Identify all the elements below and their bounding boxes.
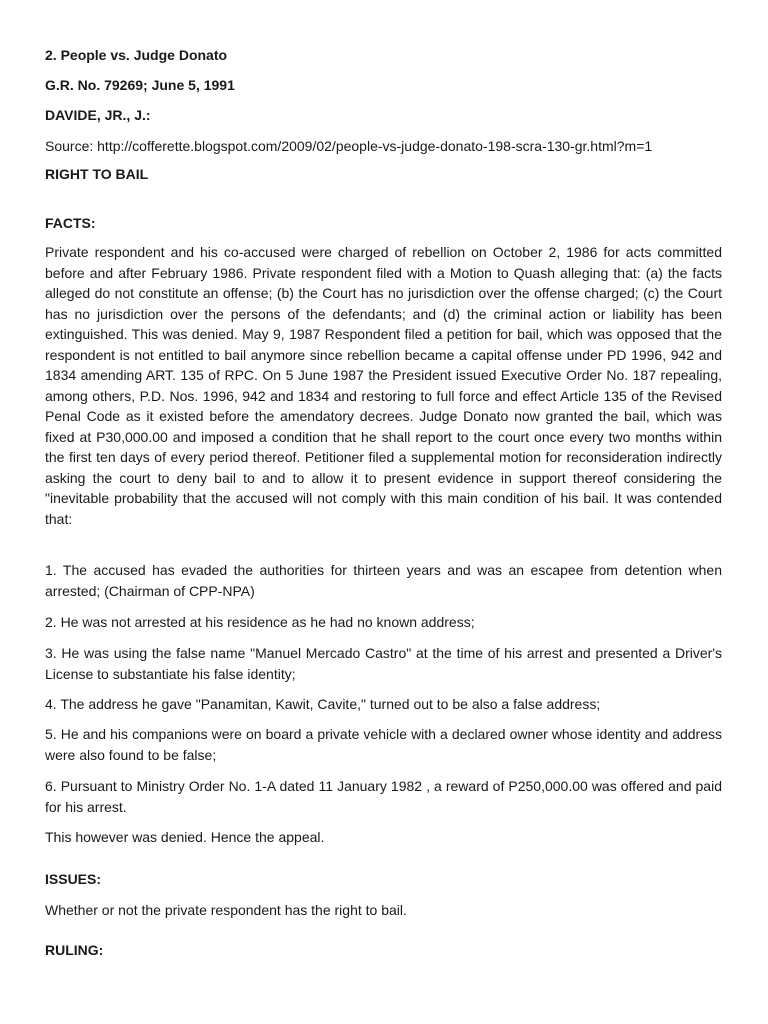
case-title: 2. People vs. Judge Donato <box>45 47 228 63</box>
issues-paragraph: Whether or not the private respondent has the right to bail. <box>45 902 407 918</box>
facts-item-4: 4. The address he gave "Panamitan, Kawit, Cavite," turned out to be also a false address; <box>45 696 601 712</box>
source-line: Source: http://cofferette.blogspot.com/2009/02/people-vs-judge-donato-198-scra-130-gr.html?m=1 <box>45 138 653 154</box>
ruling-heading: RULING: <box>45 942 104 958</box>
facts-item-5: 5. He and his companions were on board a private vehicle with a declared owner whose identity and address were also found to be false; <box>45 726 722 763</box>
facts-heading: FACTS: <box>45 215 96 231</box>
case-ponente: DAVIDE, JR., J.: <box>45 107 151 123</box>
facts-item-3: 3. He was using the false name "Manuel Mercado Castro" at the time of his arrest and presented a Driver's License to substantiate his false identity; <box>45 645 722 682</box>
topic-heading: RIGHT TO BAIL <box>45 166 149 182</box>
issues-heading: ISSUES: <box>45 871 102 887</box>
case-gr-number: G.R. No. 79269; June 5, 1991 <box>45 77 235 93</box>
facts-item-2: 2. He was not arrested at his residence as he had no known address; <box>45 614 475 630</box>
facts-item-6: 6. Pursuant to Ministry Order No. 1-A dated 11 January 1982 , a reward of P250,000.00 was offered and paid for his arrest. <box>45 778 722 815</box>
facts-paragraph: Private respondent and his co-accused were charged of rebellion on October 2, 1986 for acts committed before and after February 1986. Private respondent filed with a Motion to Quash alleging that: (a) the facts alleged do not constitute an offense; (b) the Court has no jurisdiction over the offense charged; (c) the Court has no jurisdiction over the persons of the defendants; and (d) the criminal action or liability has been extinguished. This was denied. May 9, 1987 Respondent filed a petition for bail, which was opposed that the respondent is not entitled to bail anymore since rebellion became a capital offense under PD 1996, 942 and 1834 amending ART. 135 of RPC. On 5 June 1987 the President issued Executive Order No. 187 repealing, among others, P.D. Nos. 1996, 942 and 1834 and restoring to full force and effect Article 135 of the Revised Penal Code as it existed before the amendatory decrees. Judge Donato now granted the bail, which was fixed at P30,000.00 and imposed a condition that he shall report to the court once every two months within the first ten days of every period thereof. Petitioner filed a supplemental motion for reconsideration indirectly asking the court to deny bail to and to allow it to present evidence in support thereof considering the "inevitable probability that the accused will not comply with this main condition of his bail. It was contended that: <box>45 244 722 527</box>
facts-item-1: 1. The accused has evaded the authorities for thirteen years and was an escapee from detention when arrested; (Chairman of CPP-NPA) <box>45 562 722 599</box>
facts-closing: This however was denied. Hence the appeal. <box>45 829 325 845</box>
